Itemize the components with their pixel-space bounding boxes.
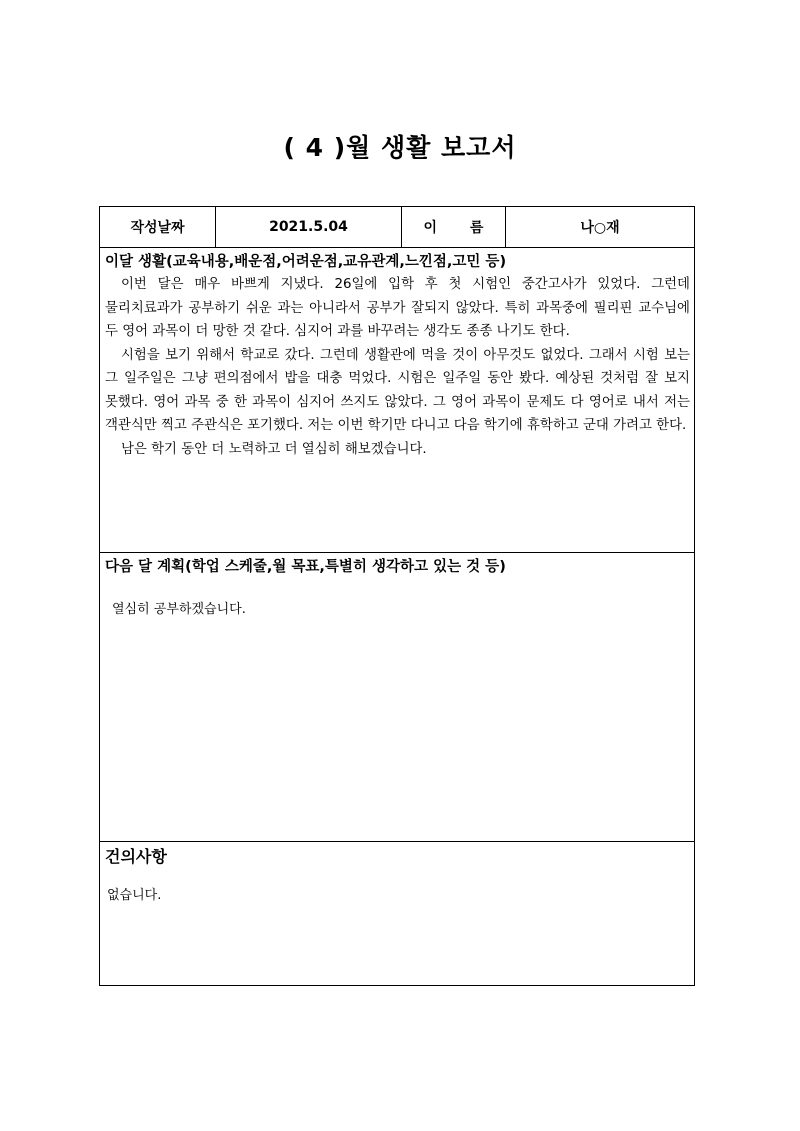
monthly-life-body	[100, 273, 694, 461]
monthly-life-paragraph: 이번 달은 매우 바쁘게 지냈다. 26일에 입학 후 첫 시험인 중간고사가 있었다. 그런데 물리치료과가 공부하기 쉬운 과는 아니라서 공부가 잘되지 않았다. 특히 과목중에 필리핀 교수님에 두 영어 과목이 더 망한 것 같다. 심지어 과를 바꾸려는 생각도 종종 나기도 한다.	[105, 277, 690, 339]
report-table	[99, 206, 695, 986]
next-month-plan-text: 열심히 공부하겠습니다.	[112, 602, 246, 617]
info-row	[100, 207, 694, 248]
suggestions-header: 건의사항	[105, 847, 167, 866]
suggestions-section	[100, 842, 694, 985]
suggestions-text: 없습니다.	[107, 888, 162, 903]
name-value: 나○재	[580, 220, 620, 236]
page-title: ( 4 )월 생활 보고서	[283, 133, 517, 162]
name-label: 이 름	[402, 207, 506, 247]
monthly-life-section	[100, 248, 694, 553]
next-month-plan-section	[100, 553, 694, 842]
next-month-plan-header: 다음 달 계획(학업 스케줄,월 목표,특별히 생각하고 있는 것 등)	[105, 559, 506, 575]
date-label: 작성날짜	[100, 207, 216, 247]
monthly-life-paragraph: 남은 학기 동안 더 노력하고 더 열심히 해보겠습니다.	[121, 441, 427, 457]
date-value: 2021.5.04	[216, 207, 402, 247]
monthly-life-paragraph: 시험을 보기 위해서 학교로 갔다. 그런데 생활관에 먹을 것이 아무것도 없었다. 그래서 시험 보는 그 일주일은 그냥 편의점에서 밥을 대충 먹었다. 시험은 일주일 동안 봤다. 예상된 것처럼 잘 보지 못했다. 영어 과목 중 한 과목이 심지어 쓰지도 않았다. 그 영어 과목이 문제도 다 영어로 내서 저는 객관식만 찍고 주관식은 포기했다. 저는 이번 학기만 다니고 다음 학기에 휴학하고 군대 가려고 한다.	[105, 347, 690, 433]
monthly-life-header: 이달 생활(교육내용,배운점,어려운점,교유관계,느낀점,고민 등)	[105, 254, 507, 270]
